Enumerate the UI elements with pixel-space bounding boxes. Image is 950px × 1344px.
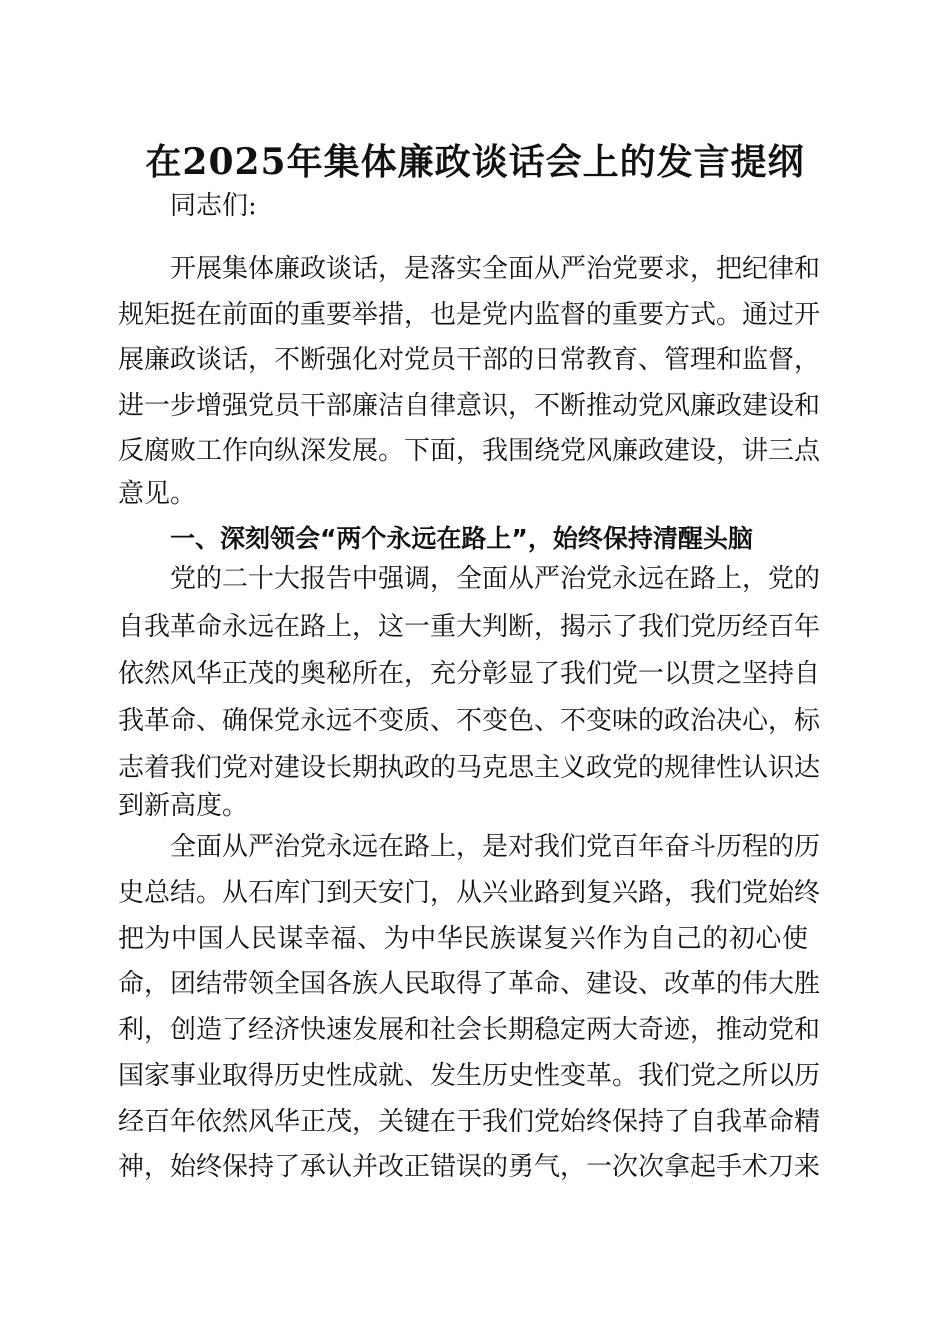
paragraph-line: 意见。 bbox=[118, 479, 197, 509]
paragraph-line: 开展集体廉政谈话，是落实全面从严治党要求，把纪律和 bbox=[170, 254, 821, 284]
paragraph-line: 利，创造了经济快速发展和社会长期稳定两大奇迹，推动党和 bbox=[118, 1015, 821, 1045]
paragraph-line: 依然风华正茂的奥秘所在，充分彰显了我们党一以贯之坚持自 bbox=[118, 659, 821, 689]
paragraph-line: 全面从严治党永远在路上，是对我们党百年奋斗历程的历 bbox=[170, 832, 821, 862]
paragraph-line: 志着我们党对建设长期执政的马克思主义政党的规律性认识达 bbox=[118, 753, 821, 783]
document-title: 在2025年集体廉政谈话会上的发言提纲 bbox=[145, 141, 805, 183]
paragraph-line: 把为中国人民谋幸福、为中华民族谋复兴作为自己的初心使 bbox=[118, 924, 808, 954]
paragraph-line: 史总结。从石库门到天安门，从兴业路到复兴路，我们党始终 bbox=[118, 878, 821, 908]
salutation: 同志们: bbox=[170, 191, 257, 221]
paragraph-line: 我革命、确保党永远不变质、不变色、不变味的政治决心，标 bbox=[118, 706, 821, 736]
paragraph-line: 进一步增强党员干部廉洁自律意识，不断推动党风廉政建设和 bbox=[118, 391, 821, 421]
paragraph-line: 命，团结带领全国各族人民取得了革命、建设、改革的伟大胜 bbox=[118, 969, 821, 999]
paragraph-line: 经百年依然风华正茂，关键在于我们党始终保持了自我革命精 bbox=[118, 1107, 821, 1137]
section-heading-1: 一、深刻领会“两个永远在路上”，始终保持清醒头脑 bbox=[170, 524, 753, 553]
paragraph-line: 展廉政谈话，不断强化对党员干部的日常教育、管理和监督， bbox=[118, 345, 821, 375]
paragraph-line: 党的二十大报告中强调，全面从严治党永远在路上，党的 bbox=[170, 564, 821, 594]
paragraph-line: 规矩挺在前面的重要举措，也是党内监督的重要方式。通过开 bbox=[118, 300, 821, 330]
paragraph-line: 自我革命永远在路上，这一重大判断，揭示了我们党历经百年 bbox=[118, 612, 821, 642]
paragraph-line: 反腐败工作向纵深发展。下面，我围绕党风廉政建设，讲三点 bbox=[118, 436, 821, 466]
paragraph-line: 神，始终保持了承认并改正错误的勇气，一次次拿起手术刀来 bbox=[118, 1152, 821, 1182]
paragraph-line: 到新高度。 bbox=[118, 791, 249, 821]
paragraph-line: 国家事业取得历史性成就、发生历史性变革。我们党之所以历 bbox=[118, 1061, 821, 1091]
